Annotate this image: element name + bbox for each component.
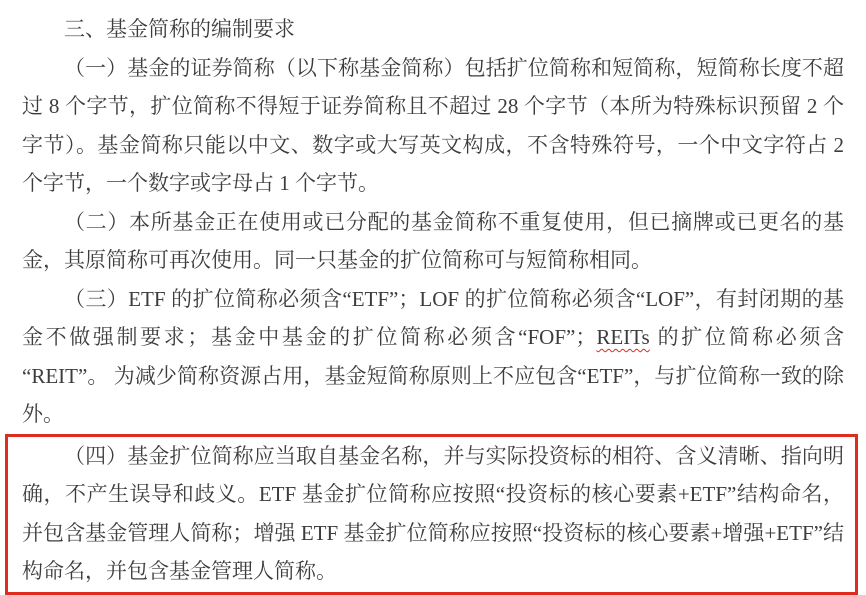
clause-3-paragraph — [22, 280, 844, 434]
clause-2-paragraph: （二）本所基金正在使用或已分配的基金简称不重复使用，但已摘牌或已更名的基金，其原简称可再次使用。同一只基金的扩位简称可与短简称相同。 — [22, 209, 844, 272]
red-annotation-box — [5, 434, 858, 595]
section-heading: 三、基金简称的编制要求 — [64, 17, 295, 41]
clause-3-text-after: 的扩位简称必须含“REIT”。 为减少简称资源占用，基金短简称原则上不应包含“ETF”，与扩位简称一致的除外。 — [22, 325, 845, 426]
clause-1-paragraph: （一）基金的证券简称（以下称基金简称）包括扩位简称和短简称，短简称长度不超过 8 个字节，扩位简称不得短于证券简称且不超过 28 个字节（本所为特殊标识预留 2 个字节）。基金简称只能以中文、数字或大写英文构成，不含特殊符号，一个中文字符占 2 个字节，一个数字或字母占 1 个字节。 — [22, 55, 844, 195]
clause-3-text-before: （三）ETF 的扩位简称必须含“ETF”；LOF 的扩位简称必须含“LOF”，有封闭期的基金不做强制要求；基金中基金的扩位简称必须含“FOF”； — [22, 286, 844, 349]
misspelled-word-reits: REITs — [596, 325, 650, 349]
clause-4-paragraph: （四）基金扩位简称应当取自基金名称，并与实际投资标的相符、含义清晰、指向明确，不产生误导和歧义。ETF 基金扩位简称应按照“投资标的核心要素+ETF”结构命名，并包含基金管理人简称；增强 ETF 基金扩位简称应按照“投资标的核心要素+增强+ETF”结构命名，并包含基金管理人简称。 — [22, 443, 844, 583]
